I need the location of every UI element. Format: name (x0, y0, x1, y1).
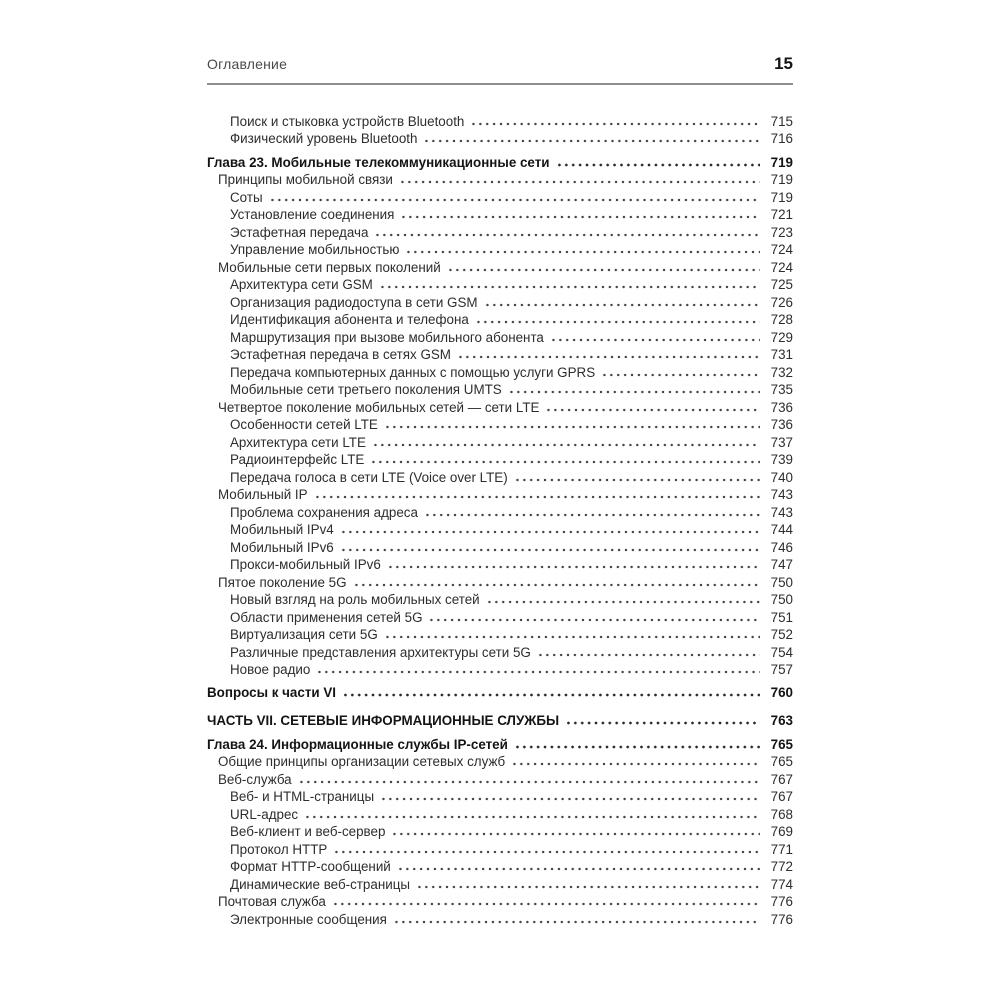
toc-entry-page: 729 (770, 329, 793, 345)
toc-entry-label: Формат HTTP-сообщений (230, 859, 391, 874)
toc-entry-label: Эстафетная передача в сетях GSM (230, 347, 451, 362)
toc-entry (207, 257, 793, 275)
dot-leader (397, 175, 760, 187)
toc-entry-label: Веб- и HTML-страницы (230, 789, 375, 804)
toc-entry-page: 750 (770, 574, 793, 590)
dot-leader (422, 508, 760, 520)
toc-entry (207, 874, 793, 892)
running-head (207, 54, 793, 85)
toc-entry-page: 719 (770, 189, 793, 205)
dot-leader (421, 134, 760, 146)
toc-entry-label: Архитектура сети LTE (230, 434, 366, 450)
toc-entry-label: Веб-служба (218, 771, 292, 787)
toc-entry-page: 746 (770, 539, 793, 555)
toc-entry-label: URL-адрес (230, 806, 299, 822)
dot-leader (414, 880, 760, 892)
toc-entry-page: 754 (770, 644, 793, 660)
dot-leader (267, 193, 760, 205)
toc-entry-label: Мобильные сети третьего поколения UMTS (230, 382, 502, 397)
toc-entry-label: Четвертое поколение мобильных сетей — сети LTE (218, 399, 540, 415)
toc-entry-page: 769 (770, 824, 793, 839)
toc-entry (207, 111, 793, 129)
toc-entry (207, 839, 793, 857)
dot-leader (378, 792, 760, 804)
toc-entry-page: 739 (770, 452, 793, 467)
toc-entry (207, 415, 793, 433)
toc-entry (207, 682, 793, 700)
dot-leader (330, 897, 760, 909)
toc-entry (207, 362, 793, 380)
dot-leader (599, 368, 760, 380)
toc-entry (207, 222, 793, 240)
dot-leader (372, 228, 760, 240)
toc-entry-label: Динамические веб-страницы (230, 876, 410, 892)
toc-entry-label: Глава 24. Информационные службы IP-сетей (207, 736, 508, 752)
toc-entry-page: 716 (770, 131, 793, 146)
toc-entry-label: Идентификация абонента и телефона (230, 312, 469, 327)
toc-entry-label: Архитектура сети GSM (230, 277, 373, 292)
toc-entry-page: 724 (770, 259, 793, 275)
toc-entry (207, 467, 793, 485)
toc-entry-label: ЧАСТЬ VII. СЕТЕВЫЕ ИНФОРМАЦИОННЫЕ СЛУЖБЫ (207, 713, 560, 728)
toc-entry-label: Передача компьютерных данных с помощью услуги GPRS (230, 364, 596, 380)
toc-entry-page: 776 (770, 894, 793, 909)
dot-leader (331, 845, 760, 857)
toc-entry-page: 763 (770, 713, 793, 728)
dot-leader (338, 543, 760, 555)
toc-entry-page: 757 (770, 662, 793, 677)
toc-entry-label: Глава 23. Мобильные телекоммуникационные сети (207, 154, 550, 170)
toc-entry-label: Области применения сетей 5G (230, 609, 423, 625)
toc-entry-page: 774 (770, 876, 793, 892)
dot-leader (302, 810, 760, 822)
dot-leader (512, 473, 760, 485)
dot-leader (482, 298, 760, 310)
running-head-title: Оглавление (207, 56, 288, 72)
dot-leader (548, 333, 760, 345)
toc-entry (207, 240, 793, 258)
toc-entry-page: 768 (770, 806, 793, 822)
toc-entry-page: 728 (770, 312, 793, 327)
dot-leader (312, 490, 760, 502)
toc-entry (207, 711, 793, 729)
toc-entry (207, 572, 793, 590)
toc-entry-label: Проблема сохранения адреса (230, 504, 418, 520)
toc-entry (207, 607, 793, 625)
dot-leader (382, 630, 760, 642)
toc-entry-page: 723 (770, 224, 793, 240)
dot-leader (395, 862, 760, 874)
toc-entry-page: 721 (770, 207, 793, 222)
toc-entry-label: Новое радио (230, 662, 311, 677)
toc-entry (207, 625, 793, 643)
toc-entry-label: Веб-клиент и веб-сервер (230, 824, 386, 839)
toc-entry-page: 752 (770, 627, 793, 642)
dot-leader (468, 117, 760, 129)
dot-leader (398, 210, 760, 222)
toc-entry-page: 725 (770, 277, 793, 292)
toc-entry-page: 772 (770, 859, 793, 874)
toc-entry-page: 771 (770, 841, 793, 857)
toc-entry-label: Принципы мобильной связи (218, 172, 393, 187)
page-number: 15 (774, 54, 793, 73)
toc-entry (207, 152, 793, 170)
toc-entry-label: Организация радиодоступа в сети GSM (230, 294, 478, 310)
toc-entry-page: 765 (770, 736, 793, 752)
toc-entry-page: 731 (770, 347, 793, 362)
toc-entry (207, 345, 793, 363)
toc-entry (207, 292, 793, 310)
toc-page (207, 54, 793, 927)
dot-leader (391, 915, 760, 927)
toc-entry (207, 752, 793, 770)
dot-leader (377, 280, 760, 292)
dot-leader (296, 775, 760, 787)
toc-entry (207, 205, 793, 223)
toc-entry-label: Особенности сетей LTE (230, 417, 378, 432)
dot-leader (370, 438, 760, 450)
toc-entry-page: 767 (770, 789, 793, 804)
toc-entry-page: 726 (770, 294, 793, 310)
dot-leader (426, 613, 760, 625)
toc-entry-page: 732 (770, 364, 793, 380)
toc-entry-page: 751 (770, 609, 793, 625)
toc-entry (207, 787, 793, 805)
toc-entry-page: 736 (770, 399, 793, 415)
toc-entry (207, 520, 793, 538)
toc-entry (207, 642, 793, 660)
toc-entry-page: 744 (770, 522, 793, 537)
toc-entry-label: Электронные сообщения (230, 911, 387, 927)
toc-entry (207, 555, 793, 573)
toc-entry-page: 737 (770, 434, 793, 450)
dot-leader (314, 665, 760, 677)
toc-entry (207, 432, 793, 450)
dot-leader (338, 525, 760, 537)
dot-leader (512, 740, 760, 752)
dot-leader (368, 455, 760, 467)
toc-entry (207, 129, 793, 147)
toc-entry-page: 765 (770, 754, 793, 769)
toc-entry (207, 537, 793, 555)
dot-leader (509, 757, 760, 769)
toc-entry-label: Пятое поколение 5G (218, 574, 347, 590)
dot-leader (506, 385, 760, 397)
toc-entry-label: Различные представления архитектуры сети 5G (230, 644, 531, 660)
toc-entry-page: 767 (770, 771, 793, 787)
toc-entry-label: Мобильный IP (218, 487, 308, 502)
toc-entry (207, 170, 793, 188)
toc-entry-page: 736 (770, 417, 793, 432)
toc-entry-label: Маршрутизация при вызове мобильного абонента (230, 329, 544, 345)
dot-leader (543, 403, 760, 415)
toc-entry-label: Радиоинтерфейс LTE (230, 452, 365, 467)
toc-entry (207, 187, 793, 205)
toc-entry-label: Мобильный IPv4 (230, 522, 334, 537)
toc-entry-label: Новый взгляд на роль мобильных сетей (230, 592, 480, 607)
toc-list (207, 111, 793, 927)
toc-entry (207, 804, 793, 822)
toc-entry-label: Прокси-мобильный IPv6 (230, 557, 381, 572)
dot-leader (382, 420, 760, 432)
toc-entry-label: Управление мобильностью (230, 242, 400, 257)
toc-entry-label: Почтовая служба (218, 894, 326, 909)
toc-entry (207, 769, 793, 787)
toc-entry (207, 450, 793, 468)
toc-entry-page: 743 (770, 487, 793, 502)
toc-entry (207, 660, 793, 678)
dot-leader (473, 315, 760, 327)
dot-leader (455, 350, 760, 362)
toc-entry (207, 485, 793, 503)
toc-entry (207, 909, 793, 927)
toc-entry-page: 776 (770, 911, 793, 927)
toc-entry-page: 735 (770, 382, 793, 397)
dot-leader (385, 560, 760, 572)
dot-leader (535, 648, 760, 660)
toc-entry-page: 750 (770, 592, 793, 607)
toc-entry (207, 397, 793, 415)
toc-entry (207, 380, 793, 398)
toc-entry (207, 734, 793, 752)
toc-entry-page: 724 (770, 242, 793, 257)
dot-leader (484, 595, 760, 607)
toc-entry-page: 743 (770, 504, 793, 520)
toc-entry (207, 590, 793, 608)
toc-entry-page: 747 (770, 557, 793, 572)
dot-leader (389, 827, 760, 839)
dot-leader (445, 263, 760, 275)
toc-entry-page: 719 (770, 154, 793, 170)
toc-entry-label: Протокол HTTP (230, 841, 328, 857)
toc-entry (207, 857, 793, 875)
toc-entry-label: Мобильный IPv6 (230, 539, 334, 555)
toc-entry-label: Виртуализация сети 5G (230, 627, 378, 642)
toc-entry-label: Соты (230, 189, 263, 205)
toc-entry-label: Эстафетная передача (230, 224, 369, 240)
dot-leader (340, 688, 760, 700)
toc-entry-label: Общие принципы организации сетевых служб (218, 754, 506, 769)
dot-leader (554, 158, 761, 170)
toc-entry-label: Передача голоса в сети LTE (Voice over LTE) (230, 469, 508, 485)
toc-entry-label: Мобильные сети первых поколений (218, 259, 441, 275)
toc-entry-label: Физический уровень Bluetooth (230, 131, 418, 146)
dot-leader (351, 578, 761, 590)
toc-entry (207, 892, 793, 910)
toc-entry-label: Поиск и стыковка устройств Bluetooth (230, 113, 465, 129)
dot-leader (563, 716, 760, 728)
toc-entry-page: 740 (770, 469, 793, 485)
toc-entry (207, 327, 793, 345)
toc-entry-page: 719 (770, 172, 793, 187)
dot-leader (403, 245, 760, 257)
toc-entry (207, 310, 793, 328)
toc-entry-page: 760 (770, 684, 793, 700)
toc-entry-page: 715 (770, 113, 793, 129)
toc-entry (207, 822, 793, 840)
toc-entry-label: Установление соединения (230, 207, 395, 222)
toc-entry-label: Вопросы к части VI (207, 684, 336, 700)
toc-entry (207, 502, 793, 520)
toc-entry (207, 275, 793, 293)
